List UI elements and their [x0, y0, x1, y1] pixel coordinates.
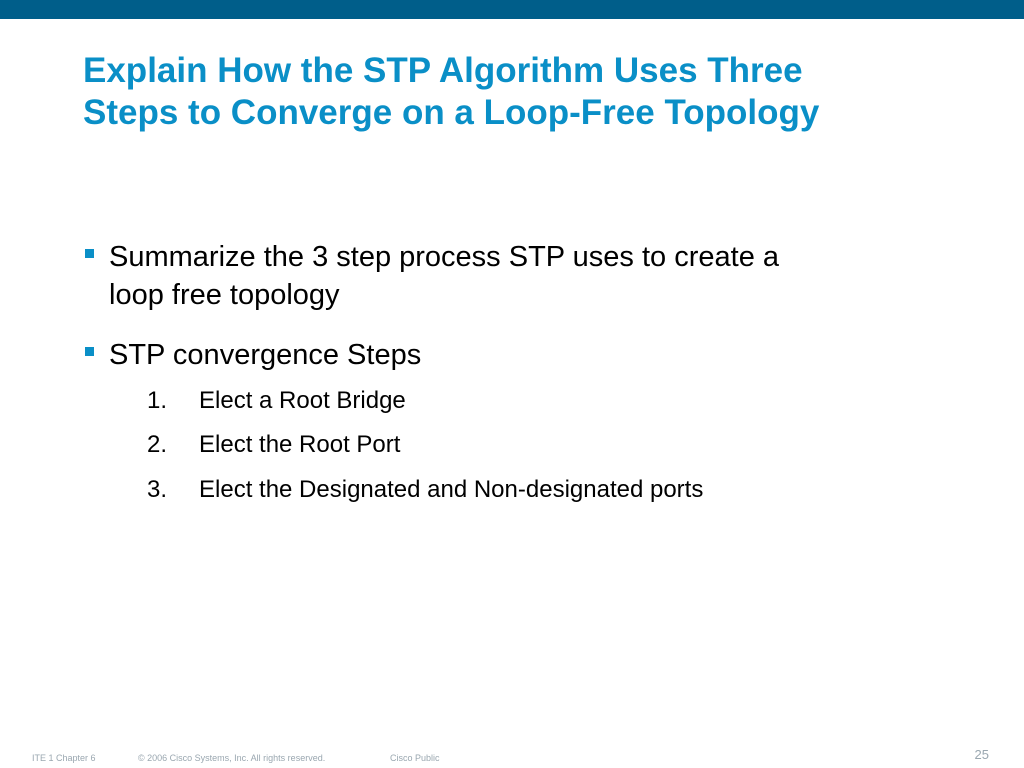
bullet-text	[109, 336, 929, 374]
numbered-step-2	[147, 430, 400, 460]
step-text: Elect the Root Port	[199, 431, 401, 458]
numbered-step-1	[147, 386, 406, 416]
square-bullet-icon	[85, 249, 94, 258]
bullet-text-line: STP convergence Steps	[109, 339, 422, 371]
slide-title-line-1: Explain How the STP Algorithm Uses Three	[83, 51, 803, 90]
page-number: 25	[974, 747, 989, 762]
footer-classification: Cisco Public	[390, 753, 440, 763]
step-text: Elect a Root Bridge	[199, 387, 406, 414]
bullet-text	[109, 238, 929, 314]
footer-chapter: ITE 1 Chapter 6	[32, 753, 96, 763]
slide-title-line-2: Steps to Converge on a Loop-Free Topology	[83, 93, 820, 132]
square-bullet-icon	[85, 347, 94, 356]
footer-copyright: © 2006 Cisco Systems, Inc. All rights reserved.	[138, 753, 326, 763]
bullet-text-line: Summarize the 3 step process STP uses to create a	[109, 241, 780, 273]
step-number: 2.	[147, 431, 168, 458]
bullet-text-line: loop free topology	[109, 279, 340, 311]
step-text: Elect the Designated and Non-designated ports	[199, 476, 704, 503]
numbered-step-3	[147, 475, 703, 505]
step-number: 3.	[147, 476, 168, 503]
step-number: 1.	[147, 387, 168, 414]
